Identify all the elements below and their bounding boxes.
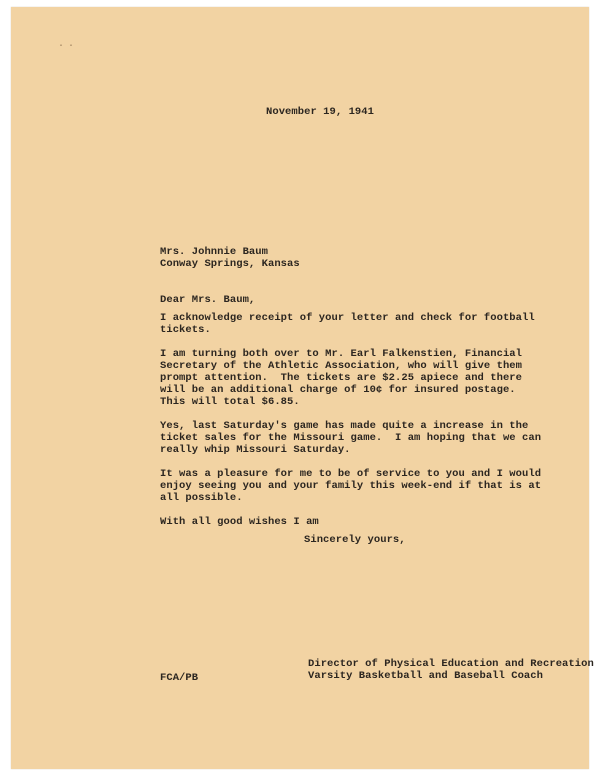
recipient-address: Conway Springs, Kansas [160,258,300,270]
complimentary-closing: Sincerely yours, [304,534,406,546]
recipient-name: Mrs. Johnnie Baum [160,246,268,258]
paragraph-3-line-1: Yes, last Saturday's game has made quite a increase in the [160,420,529,432]
salutation: Dear Mrs. Baum, [160,294,256,306]
paper-speck: · [58,41,65,52]
reference-initials: FCA/PB [160,672,199,684]
paragraph-1-line-1: I acknowledge receipt of your letter and check for football [160,312,535,324]
paragraph-2-line-5: This will total $6.85. [160,396,300,408]
good-wishes-line: With all good wishes I am [160,516,319,528]
paragraph-4-line-2: enjoy seeing you and your family this week-end if that is at [160,480,542,492]
letter-date: November 19, 1941 [266,106,374,118]
paragraph-2-line-3: prompt attention. The tickets are $2.25 apiece and there [160,372,523,384]
paragraph-2-line-4: will be an additional charge of 10¢ for insured postage. [160,384,516,396]
paper-speck: · [68,41,75,52]
paragraph-2-line-1: I am turning both over to Mr. Earl Falkenstien, Financial [160,348,523,360]
paragraph-1-line-2: tickets. [160,324,211,336]
paragraph-3-line-2: ticket sales for the Missouri game. I am hoping that we can [160,432,542,444]
signature-title-line-2: Varsity Basketball and Baseball Coach [308,670,543,682]
paragraph-4-line-1: It was a pleasure for me to be of service to you and I would [160,468,542,480]
signature-title-line-1: Director of Physical Education and Recreation [308,658,594,670]
paragraph-4-line-3: all possible. [160,492,243,504]
paragraph-3-line-3: really whip Missouri Saturday. [160,444,351,456]
paragraph-2-line-2: Secretary of the Athletic Association, who will give them [160,360,523,372]
